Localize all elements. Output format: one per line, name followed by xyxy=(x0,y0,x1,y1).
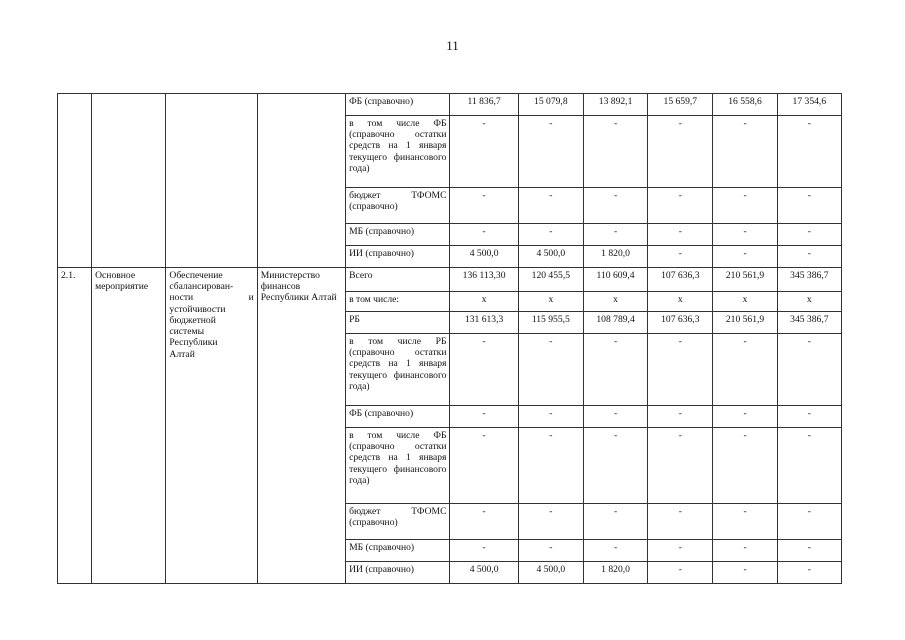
value-cell: - xyxy=(713,504,777,540)
value-cell: 15 079,8 xyxy=(518,94,583,116)
empty-cell xyxy=(92,94,166,268)
value-cell: - xyxy=(713,540,777,562)
item-name-line: бюджетной xyxy=(169,314,216,326)
value-cell: - xyxy=(648,428,713,504)
value-cell: - xyxy=(518,504,583,540)
empty-cell xyxy=(166,94,257,268)
value-cell: - xyxy=(777,428,841,504)
value-cell: х xyxy=(648,292,713,312)
funding-source-cell: бюджет ТФОМС (справочно) xyxy=(346,504,450,540)
value-cell: 115 955,5 xyxy=(518,312,583,334)
value-cell: 107 636,3 xyxy=(648,312,713,334)
value-cell: 120 455,5 xyxy=(518,268,583,292)
value-cell: 11 836,7 xyxy=(450,94,518,116)
value-cell: 4 500,0 xyxy=(518,562,583,584)
value-cell: х xyxy=(518,292,583,312)
value-cell: - xyxy=(648,188,713,224)
item-name-line: Обеспечение xyxy=(169,270,223,281)
value-cell: - xyxy=(777,562,841,584)
value-cell: 345 386,7 xyxy=(777,268,841,292)
value-cell: 107 636,3 xyxy=(648,268,713,292)
funding-source-cell: ФБ (справочно) xyxy=(346,94,450,116)
value-cell: 4 500,0 xyxy=(518,246,583,268)
item-name-word: и xyxy=(248,292,254,304)
funding-source-cell: Всего xyxy=(346,268,450,292)
page-number: 11 xyxy=(446,38,459,53)
value-cell: - xyxy=(648,116,713,188)
table-row xyxy=(58,268,842,292)
funding-source-cell: бюджет ТФОМС (справочно) xyxy=(346,188,450,224)
value-cell: - xyxy=(450,540,518,562)
executor-cell: Министерство финансов Республики Алтай xyxy=(257,268,345,584)
value-cell: - xyxy=(713,406,777,428)
value-cell: - xyxy=(450,406,518,428)
value-cell: - xyxy=(648,334,713,406)
value-cell: - xyxy=(518,540,583,562)
value-cell: - xyxy=(648,224,713,246)
value-cell: 131 613,3 xyxy=(450,312,518,334)
funding-source-cell: в том числе: xyxy=(346,292,450,312)
item-name-cell xyxy=(166,268,257,584)
value-cell: - xyxy=(583,116,647,188)
table-body xyxy=(58,94,842,584)
value-cell: - xyxy=(777,406,841,428)
value-cell: - xyxy=(713,562,777,584)
value-cell: - xyxy=(518,406,583,428)
value-cell: - xyxy=(648,406,713,428)
value-cell: - xyxy=(713,246,777,268)
value-cell: х xyxy=(583,292,647,312)
value-cell: - xyxy=(583,406,647,428)
value-cell: 1 820,0 xyxy=(583,562,647,584)
item-name-line: сбалансирован- xyxy=(169,281,234,293)
value-cell: - xyxy=(713,116,777,188)
funding-source-cell: в том числе ФБ (справочно остатки средств на 1 января текущего финансового года) xyxy=(346,116,450,188)
value-cell: - xyxy=(518,224,583,246)
funding-source-cell: в том числе РБ (справочно остатки средств на 1 января текущего финансового года) xyxy=(346,334,450,406)
value-cell: х xyxy=(713,292,777,312)
value-cell: 345 386,7 xyxy=(777,312,841,334)
value-cell: - xyxy=(777,116,841,188)
value-cell: - xyxy=(583,540,647,562)
item-name-line: устойчивости xyxy=(169,303,226,315)
value-cell: 136 113,30 xyxy=(450,268,518,292)
funding-source-cell: в том числе ФБ (справочно остатки средств на 1 января текущего финансового года) xyxy=(346,428,450,504)
value-cell: - xyxy=(713,224,777,246)
value-cell: - xyxy=(583,188,647,224)
funding-source-cell: РБ xyxy=(346,312,450,334)
value-cell: - xyxy=(583,504,647,540)
empty-cell xyxy=(257,94,345,268)
value-cell: - xyxy=(450,504,518,540)
value-cell: 4 500,0 xyxy=(450,562,518,584)
value-cell: 108 789,4 xyxy=(583,312,647,334)
value-cell: - xyxy=(777,188,841,224)
item-name-line: Республики xyxy=(169,337,218,349)
value-cell: - xyxy=(777,504,841,540)
value-cell: - xyxy=(518,334,583,406)
value-cell: 210 561,9 xyxy=(713,312,777,334)
table-row xyxy=(58,94,842,116)
item-number-cell: 2.1. xyxy=(58,268,92,584)
value-cell: - xyxy=(777,246,841,268)
value-cell: - xyxy=(777,224,841,246)
value-cell: 110 609,4 xyxy=(583,268,647,292)
funding-source-cell: ФБ (справочно) xyxy=(346,406,450,428)
value-cell: - xyxy=(450,188,518,224)
item-name-line xyxy=(169,292,253,303)
funding-source-cell: ИИ (справочно) xyxy=(346,562,450,584)
funding-source-cell: ИИ (справочно) xyxy=(346,246,450,268)
value-cell: - xyxy=(450,428,518,504)
value-cell: - xyxy=(777,540,841,562)
value-cell: 1 820,0 xyxy=(583,246,647,268)
value-cell: - xyxy=(713,188,777,224)
value-cell: 4 500,0 xyxy=(450,246,518,268)
value-cell: - xyxy=(583,224,647,246)
empty-cell xyxy=(58,94,92,268)
value-cell: - xyxy=(450,116,518,188)
value-cell: - xyxy=(518,188,583,224)
value-cell: - xyxy=(777,334,841,406)
value-cell: - xyxy=(518,428,583,504)
value-cell: - xyxy=(648,562,713,584)
item-type-cell: Основное мероприятие xyxy=(92,268,166,584)
value-cell: - xyxy=(648,246,713,268)
value-cell: - xyxy=(450,334,518,406)
value-cell: 15 659,7 xyxy=(648,94,713,116)
value-cell: 210 561,9 xyxy=(713,268,777,292)
value-cell: 13 892,1 xyxy=(583,94,647,116)
value-cell: - xyxy=(450,224,518,246)
value-cell: - xyxy=(648,540,713,562)
value-cell: х xyxy=(450,292,518,312)
funding-source-cell: МБ (справочно) xyxy=(346,224,450,246)
value-cell: - xyxy=(713,428,777,504)
value-cell: х xyxy=(777,292,841,312)
value-cell: - xyxy=(518,116,583,188)
budget-table xyxy=(57,93,842,584)
item-name-line: Алтай xyxy=(169,348,195,360)
value-cell: 16 558,6 xyxy=(713,94,777,116)
value-cell: - xyxy=(583,428,647,504)
item-name-word: ности xyxy=(169,292,194,304)
value-cell: - xyxy=(583,334,647,406)
item-name-line: системы xyxy=(169,326,205,338)
value-cell: - xyxy=(648,504,713,540)
value-cell: 17 354,6 xyxy=(777,94,841,116)
funding-source-cell: МБ (справочно) xyxy=(346,540,450,562)
value-cell: - xyxy=(713,334,777,406)
